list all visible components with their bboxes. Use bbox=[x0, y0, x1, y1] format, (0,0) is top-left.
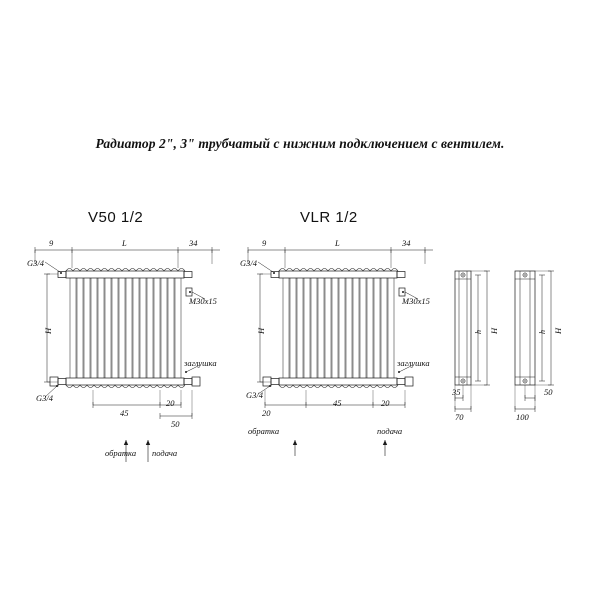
vlr-thread-inlet: G3/4 bbox=[240, 258, 257, 268]
v50-plug-label: заглушка bbox=[184, 358, 217, 368]
side3-dim-height: H bbox=[553, 327, 563, 334]
v50-valve-thread: M30x15 bbox=[189, 296, 217, 306]
v50-flow-supply: подача bbox=[152, 448, 178, 458]
vlr-dim-45: 45 bbox=[333, 398, 342, 408]
v50-dim-length: L bbox=[122, 238, 127, 248]
model-label-v50: V50 1/2 bbox=[88, 209, 144, 226]
vlr-plug-label: заглушка bbox=[397, 358, 430, 368]
vlr-dim-height: H bbox=[256, 327, 266, 334]
vlr-flow-return: обратка bbox=[248, 426, 280, 436]
v50-dim-20: 20 bbox=[166, 398, 175, 408]
drawing-title: Радиатор 2", 3" трубчатый с нижним подключением с вентилем. bbox=[95, 136, 505, 151]
view-v50-front bbox=[35, 247, 220, 462]
v50-thread-outlet: G3/4 bbox=[36, 393, 53, 403]
model-label-vlr: VLR 1/2 bbox=[300, 209, 358, 226]
vlr-dim-length: L bbox=[335, 238, 340, 248]
vlr-thread-outlet: G3/4 bbox=[246, 390, 263, 400]
side2-dim-height: H bbox=[489, 327, 499, 334]
vlr-dim-top-left: 9 bbox=[262, 238, 267, 248]
side3-dim-inner-height: h bbox=[538, 330, 547, 334]
side3-dim-depth-outer: 100 bbox=[516, 412, 529, 422]
v50-thread-inlet: G3/4 bbox=[27, 258, 44, 268]
vlr-dim-right-20: 20 bbox=[381, 398, 390, 408]
side3-dim-depth-inner: 50 bbox=[544, 387, 553, 397]
side2-dim-depth-inner: 35 bbox=[452, 387, 461, 397]
v50-dim-top-left: 9 bbox=[49, 238, 54, 248]
side2-dim-depth-outer: 70 bbox=[455, 412, 464, 422]
vlr-flow-supply: подача bbox=[377, 426, 403, 436]
side2-dim-inner-height: h bbox=[474, 330, 483, 334]
vlr-dim-left-20: 20 bbox=[262, 408, 271, 418]
v50-dim-top-right: 34 bbox=[189, 238, 198, 248]
view-vlr-front bbox=[248, 247, 433, 456]
vlr-valve-thread: M30x15 bbox=[402, 296, 430, 306]
vlr-dim-top-right: 34 bbox=[402, 238, 411, 248]
v50-dim-height: H bbox=[43, 327, 53, 334]
v50-dim-45: 45 bbox=[120, 408, 129, 418]
v50-flow-return: обратка bbox=[105, 448, 137, 458]
v50-dim-50: 50 bbox=[171, 419, 180, 429]
